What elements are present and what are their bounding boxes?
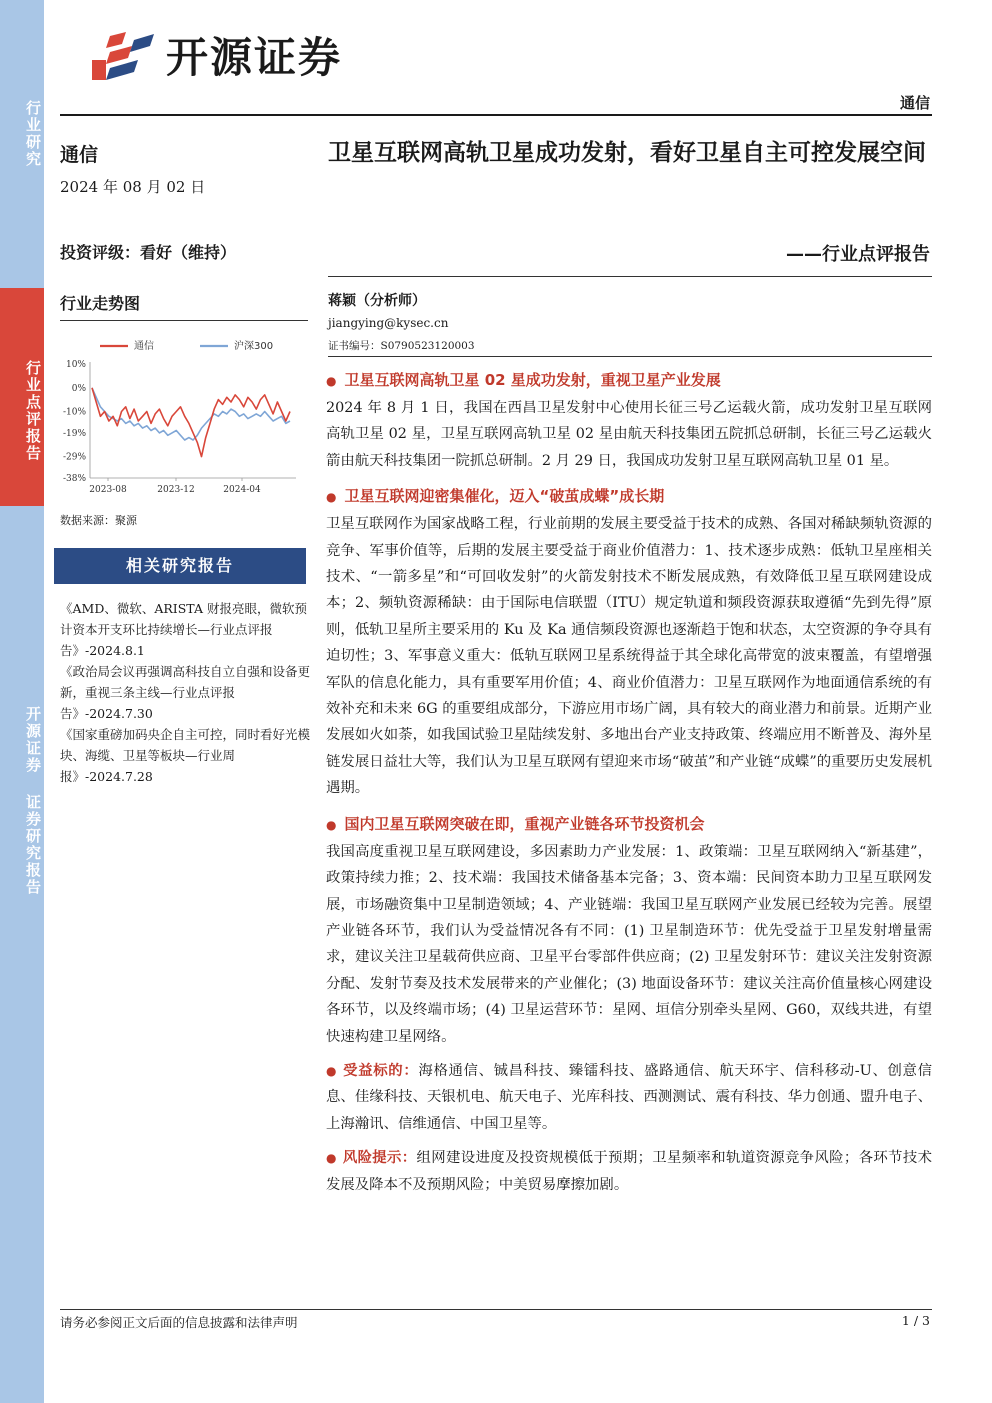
report-title: 卫星互联网高轨卫星成功发射，看好卫星自主可控发展空间	[328, 140, 926, 166]
beneficiaries-label: ● 受益标的：	[326, 1062, 419, 1079]
related-reports-list	[60, 598, 310, 787]
report-subtitle: ——行业点评报告	[786, 244, 930, 265]
y-tick-label: 10%	[65, 360, 86, 370]
section-heading: ● 国内卫星互联网突破在即，重视产业链各环节投资机会	[326, 814, 705, 833]
sidebar-label-company: 开源证券 证券研究报告	[24, 706, 42, 896]
title-divider	[328, 276, 932, 277]
section-paragraph: 2024 年 8 月 1 日，我国在西昌卫星发射中心使用长征三号乙运载火箭，成功发射卫星互联网高轨卫星 02 星，卫星互联网高轨卫星 02 星由航天科技集团五院抓总研制，长征三号乙运载火箭由航天科技集团一院抓总研制。2 月 29 日，我国成功发射卫星互联网高轨卫星 01 星。	[326, 400, 932, 469]
header-divider	[60, 114, 932, 116]
related-report-item[interactable]: 《政治局会议再强调高科技自立自强和设备更新，重视三条主线—行业点评报告》-2024.7.30	[60, 664, 311, 721]
analyst-divider	[328, 356, 932, 357]
legend-label: 通信	[134, 341, 154, 352]
analyst-email[interactable]: jiangying@kysec.cn	[328, 316, 449, 330]
section-paragraph: 卫星互联网作为国家战略工程，行业前期的发展主要受益于技术的成熟、各国对稀缺频轨资源的竞争、军事价值等，后期的发展主要受益于商业价值潜力：1、技术逐步成熟：低轨卫星座相关技术、“一箭多星”和“可回收发射”的火箭发射技术不断发展成熟，有效降低卫星互联网建设成本；2、频轨资源稀缺：由于国际电信联盟（ITU）规定轨道和频段资源获取遵循“先到先得”原则，低轨卫星所主要采用的 Ku 及 Ka 通信频段资源也逐渐趋于饱和状态，太空资源的争夺具有迫切性；3、军事意义重大：低轨互联网卫星系统得益于其全球化高带宽的波束覆盖，有望增强军队的信息化能力，具有重要军用价值；4、商业价值潜力：卫星互联网作为地面通信系统的有效补充和未来 6G 的重要组成部分，下游应用市场广阔，具有较大的商业潜力和前景。近期产业发展如火如荼，如我国试验卫星陆续发射、多地出台产业支持政策、终端应用不断普及、海外星链发展日益壮大等，我们认为卫星互联网有望迎来市场“破茧”和产业链“成蝶”的重要历史发展机遇期。	[326, 516, 932, 797]
analyst-name: 蒋颖（分析师）	[328, 293, 426, 309]
investment-rating: 投资评级：看好（维持）	[60, 243, 237, 262]
y-tick-label: -19%	[62, 428, 86, 439]
series-line	[92, 388, 290, 457]
x-tick-label: 2023-12	[157, 485, 195, 495]
report-date: 2024 年 08 月 02 日	[60, 178, 206, 196]
y-tick-label: -29%	[62, 452, 86, 463]
sector-label: 通信	[60, 144, 99, 166]
sidebar-label-report-type: 行业点评报告	[24, 360, 42, 462]
related-report-item[interactable]: 《AMD、微软、ARISTA 财报亮眼，微软预计资本开支环比持续增长—行业点评报告》-2024.8.1	[60, 601, 307, 658]
y-tick-label: -10%	[62, 407, 86, 418]
chart-source: 数据来源：聚源	[60, 514, 137, 527]
bullet-icon: ●	[326, 490, 337, 505]
y-tick-label: 0%	[71, 383, 86, 394]
risk-label: ● 风险提示：	[326, 1150, 417, 1167]
section-heading: ● 卫星互联网迎密集催化，迈入“破茧成蝶”成长期	[326, 487, 665, 506]
sidebar-label-research: 行业研究	[24, 100, 42, 168]
x-tick-label: 2024-04	[223, 485, 261, 495]
section-heading: ● 卫星互联网高轨卫星 02 星成功发射，重视卫星产业发展	[326, 371, 721, 389]
bullet-icon: ●	[326, 1063, 338, 1078]
report-body	[326, 366, 932, 1206]
related-report-item[interactable]: 《国家重磅加码央企自主可控，同时看好光模块、海缆、卫星等板块—行业周报》-2024.7.28	[60, 727, 311, 784]
beneficiaries-paragraph: ● 受益标的：海格通信、铖昌科技、臻镭科技、盛路通信、航天环宇、信科移动-U、创意信息、佳缘科技、天银机电、航天电子、光库科技、西测测试、震有科技、华力创通、盟升电子、上海瀚讯、信维通信、中国卫星等。	[326, 1062, 932, 1132]
x-tick-label: 2023-08	[89, 485, 127, 495]
page-number: 1 / 3	[901, 1313, 930, 1328]
y-tick-label: -38%	[62, 474, 86, 484]
bullet-icon: ●	[326, 374, 337, 388]
logo-text: 开源证券	[166, 33, 343, 82]
section-paragraph: 我国高度重视卫星互联网建设，多因素助力产业发展：1、政策端：卫星互联网纳入“新基建”，政策持续力推；2、技术端：我国技术储备基本完备；3、资本端：民间资本助力卫星互联网发展，市场融资集中卫星制造领域；4、产业链端：我国卫星互联网产业发展已经较为完善。展望产业链各环节，我们认为受益情况各有不同：(1) 卫星制造环节：优先受益于卫星发射增量需求，建议关注卫星载荷供应商、卫星平台零部件供应商；(2) 卫星发射环节：建议关注发射资源分配、发射节奏及技术发展带来的产业催化；(3) 地面设备环节：建议关注高价值量核心网建设各环节，以及终端市场；(4) 卫星运营环节：星网、垣信分别牵头星网、G60，双线共进，有望快速构建卫星网络。	[326, 843, 932, 1045]
bullet-icon: ●	[326, 1151, 337, 1166]
bullet-icon: ●	[326, 817, 337, 832]
risk-paragraph: ● 风险提示：组网建设进度及投资规模低于预期；卫星频率和轨道资源竞争风险；各环节技术发展及降本不及预期风险；中美贸易摩擦加剧。	[326, 1150, 932, 1193]
legend-label: 沪深300	[234, 341, 274, 352]
sidebar-strip	[0, 0, 44, 1403]
header-sector-tag: 通信	[899, 94, 930, 112]
trend-divider	[60, 320, 308, 321]
footer-disclaimer[interactable]: 请务必参阅正文后面的信息披露和法律声明	[60, 1315, 298, 1330]
series-line	[92, 388, 290, 440]
logo-icon	[88, 30, 160, 84]
related-reports-title: 相关研究报告	[54, 548, 306, 584]
trend-chart-title: 行业走势图	[60, 294, 141, 313]
analyst-cert: 证书编号：S0790523120003	[328, 340, 475, 352]
footer-divider	[60, 1309, 932, 1310]
trend-chart	[52, 334, 308, 506]
